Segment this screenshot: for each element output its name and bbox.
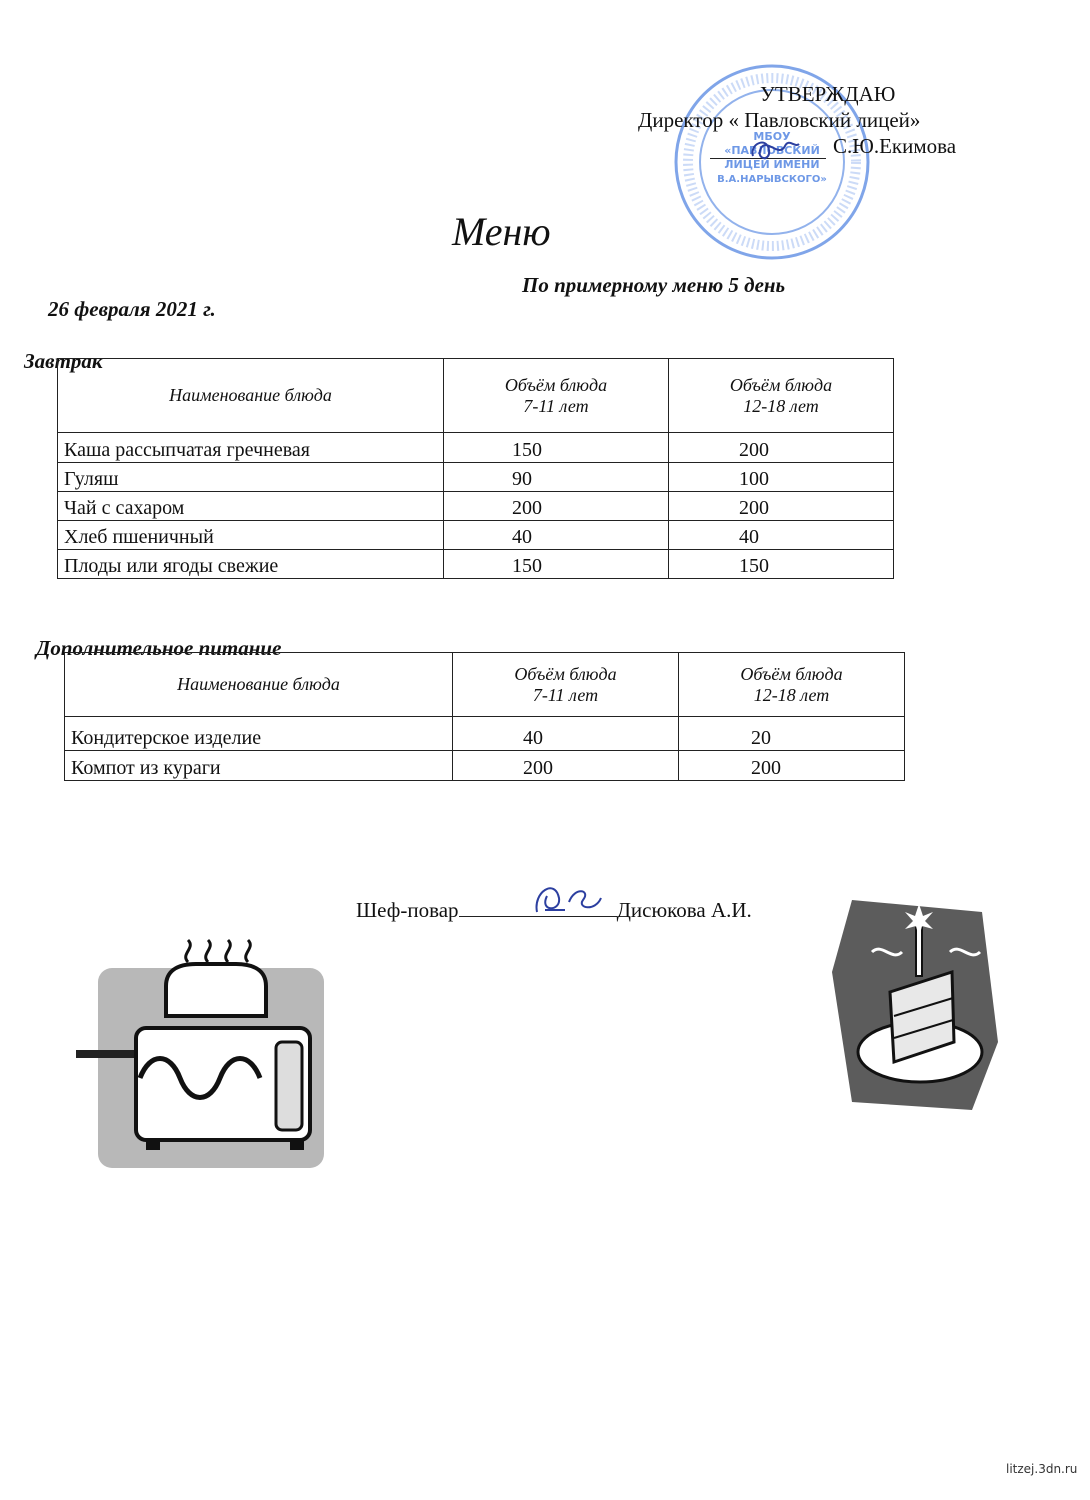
column-header-age-12-18: Объём блюда 12-18 лет <box>679 653 905 717</box>
portion-12-18: 200 <box>669 492 894 521</box>
table-row <box>65 751 905 781</box>
extra-table <box>64 652 905 781</box>
site-watermark: litzej.3dn.ru <box>1006 1462 1078 1476</box>
svg-text:ЛИЦЕЙ ИМЕНИ: ЛИЦЕЙ ИМЕНИ <box>724 158 820 171</box>
breakfast-table <box>57 358 894 579</box>
approval-name: С.Ю.Екимова <box>833 134 957 158</box>
toaster-icon <box>76 938 326 1170</box>
chef-name: Дисюкова А.И. <box>616 898 752 922</box>
table-row <box>58 492 894 521</box>
portion-7-11: 40 <box>453 717 679 751</box>
portion-12-18: 100 <box>669 463 894 492</box>
table-row <box>65 717 905 751</box>
column-header-age-7-11: Объём блюда 7-11 лет <box>453 653 679 717</box>
column-header-age-12-18: Объём блюда 12-18 лет <box>669 359 894 433</box>
cake-icon <box>832 892 998 1112</box>
dish-name: Компот из кураги <box>65 751 453 781</box>
portion-7-11: 90 <box>444 463 669 492</box>
portion-12-18: 40 <box>669 521 894 550</box>
menu-reference: По примерному меню 5 день <box>522 273 786 297</box>
dish-name: Гуляш <box>58 463 444 492</box>
chef-label: Шеф-повар <box>356 898 459 922</box>
portion-7-11: 40 <box>444 521 669 550</box>
portion-7-11: 150 <box>444 433 669 463</box>
dish-name: Кондитерское изделие <box>65 717 453 751</box>
svg-text:В.А.НАРЫВСКОГО»: В.А.НАРЫВСКОГО» <box>717 174 827 185</box>
svg-text:МБОУ: МБОУ <box>753 130 791 143</box>
table-row <box>58 550 894 579</box>
breakfast-heading: Завтрак <box>24 349 103 373</box>
svg-text:«ПАВЛОВСКИЙ: «ПАВЛОВСКИЙ <box>724 144 820 157</box>
chef-signature <box>525 872 615 922</box>
portion-7-11: 200 <box>444 492 669 521</box>
director-signature <box>745 128 805 168</box>
dish-name: Плоды или ягоды свежие <box>58 550 444 579</box>
page-title: Меню <box>452 209 551 254</box>
dish-name: Хлеб пшеничный <box>58 521 444 550</box>
table-row <box>58 463 894 492</box>
column-header-dish: Наименование блюда <box>58 359 444 433</box>
portion-12-18: 20 <box>679 717 905 751</box>
portion-12-18: 150 <box>669 550 894 579</box>
approval-heading: УТВЕРЖДАЮ <box>760 82 896 106</box>
dish-name: Чай с сахаром <box>58 492 444 521</box>
column-header-age-7-11: Объём блюда 7-11 лет <box>444 359 669 433</box>
extra-heading: Дополнительное питание <box>36 636 282 660</box>
dish-name: Каша рассыпчатая гречневая <box>58 433 444 463</box>
table-row <box>58 433 894 463</box>
portion-7-11: 150 <box>444 550 669 579</box>
menu-date: 26 февраля 2021 г. <box>48 297 216 321</box>
portion-12-18: 200 <box>679 751 905 781</box>
portion-12-18: 200 <box>669 433 894 463</box>
table-row <box>58 521 894 550</box>
approval-position: Директор « Павловский лицей» <box>638 108 921 132</box>
portion-7-11: 200 <box>453 751 679 781</box>
column-header-dish: Наименование блюда <box>65 653 453 717</box>
